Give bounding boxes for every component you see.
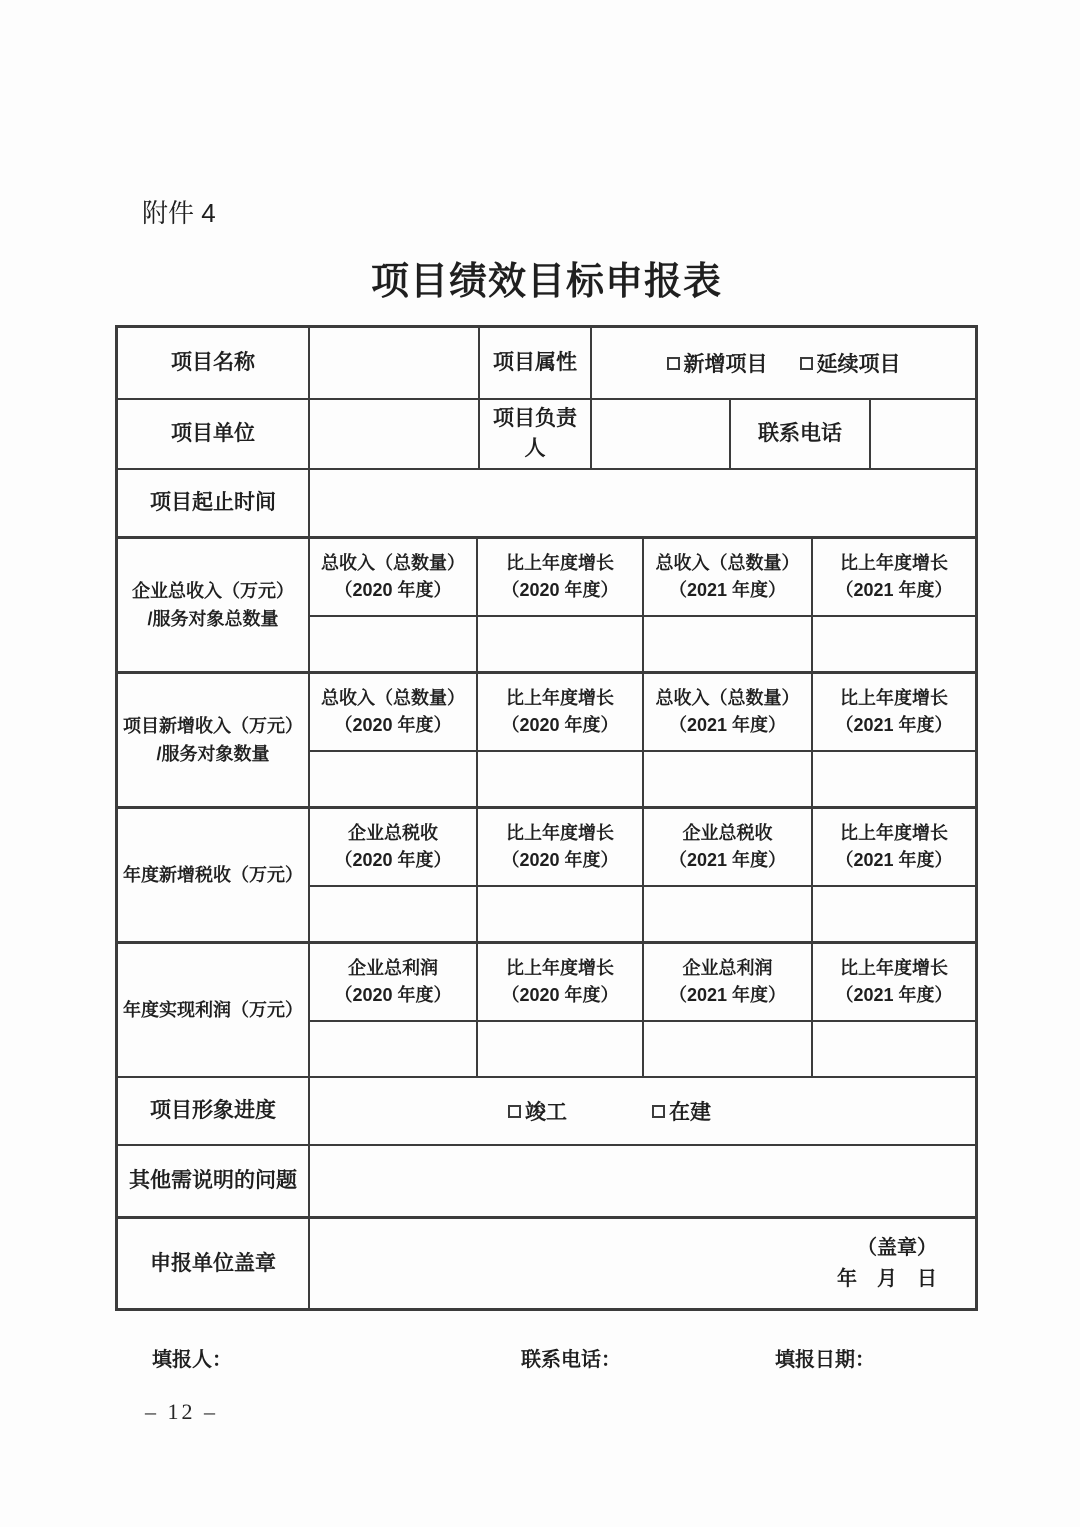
section-new-income-col-1 (308, 674, 476, 806)
section-new-income-col-4 (811, 674, 975, 806)
project-unit-label: 项目单位 (171, 422, 255, 445)
option-continued-project-label: 延续项目 (816, 353, 901, 376)
project-period-input[interactable] (308, 470, 975, 536)
value-input[interactable] (478, 887, 642, 941)
unit-stamp-label: 申报单位盖章 (150, 1251, 276, 1275)
col-header: 比上年度增长 （2020 年度） (478, 809, 642, 887)
seal-note: （盖章） (857, 1236, 937, 1259)
col-header: 比上年度增长 （2020 年度） (478, 944, 642, 1022)
unit-stamp-area[interactable] (308, 1219, 975, 1308)
value-input[interactable] (310, 887, 476, 941)
value-input[interactable] (813, 617, 975, 671)
other-issues-label: 其他需说明的问题 (129, 1169, 297, 1192)
section-annual-profit-col-3 (642, 944, 811, 1076)
option-new-project-label: 新增项目 (683, 353, 768, 376)
page-number: – 12 – (145, 1399, 218, 1424)
option-under-construction-label: 在建 (669, 1101, 711, 1124)
footer-date-label: 填报日期： (775, 1349, 875, 1371)
section-annual-profit-col-1 (308, 944, 476, 1076)
col-header: 比上年度增长 （2020 年度） (478, 674, 642, 752)
project-period-label: 项目起止时间 (150, 491, 276, 514)
value-input[interactable] (644, 1022, 811, 1076)
stamp-date-line: 年 月 日 (837, 1267, 937, 1290)
col-header: 比上年度增长 （2020 年度） (478, 539, 642, 617)
section-total-income-col-3 (642, 539, 811, 671)
col-header: 比上年度增长 （2021 年度） (813, 539, 975, 617)
section-total-income-col-2 (476, 539, 642, 671)
other-issues-input[interactable] (308, 1146, 975, 1216)
checkbox-new-project-icon (667, 357, 680, 370)
option-completed[interactable] (508, 1096, 567, 1126)
section-annual-profit-col-4 (811, 944, 975, 1076)
option-new-project[interactable] (667, 348, 768, 378)
project-name-label: 项目名称 (171, 351, 255, 374)
section-total-income-col-4 (811, 539, 975, 671)
filler-label: 填报人： (152, 1349, 232, 1371)
option-continued-project[interactable] (800, 348, 901, 378)
option-completed-label: 竣工 (525, 1101, 567, 1124)
value-input[interactable] (478, 617, 642, 671)
project-manager-input[interactable] (590, 400, 729, 468)
section-new-tax-col-2 (476, 809, 642, 941)
document-page (115, 0, 978, 1425)
section-total-income (118, 536, 975, 671)
value-input[interactable] (813, 1022, 975, 1076)
col-header: 企业总利润 （2021 年度） (644, 944, 811, 1022)
section-new-income (118, 671, 975, 806)
section-annual-profit (118, 941, 975, 1076)
section-new-tax (118, 806, 975, 941)
form-table (115, 325, 978, 1311)
section-new-tax-col-3 (642, 809, 811, 941)
col-header: 比上年度增长 （2021 年度） (813, 944, 975, 1022)
value-input[interactable] (478, 1022, 642, 1076)
value-input[interactable] (478, 752, 642, 806)
col-header: 总收入（总数量） （2021 年度） (644, 539, 811, 617)
value-input[interactable] (813, 752, 975, 806)
value-input[interactable] (644, 887, 811, 941)
project-unit-input[interactable] (308, 400, 478, 468)
col-header: 企业总税收 （2020 年度） (310, 809, 476, 887)
col-header: 比上年度增长 （2021 年度） (813, 809, 975, 887)
section-total-income-label: 企业总收入（万元） /服务对象总数量 (132, 581, 294, 629)
page-title: 项目绩效目标申报表 (370, 261, 722, 303)
col-header: 比上年度增长 （2021 年度） (813, 674, 975, 752)
col-header: 企业总利润 （2020 年度） (310, 944, 476, 1022)
project-progress-label: 项目形象进度 (150, 1099, 276, 1122)
section-new-tax-col-4 (811, 809, 975, 941)
value-input[interactable] (813, 887, 975, 941)
checkbox-continued-project-icon (800, 357, 813, 370)
row-project-unit (118, 398, 975, 468)
option-under-construction[interactable] (652, 1096, 711, 1126)
value-input[interactable] (310, 1022, 476, 1076)
col-header: 总收入（总数量） （2020 年度） (310, 674, 476, 752)
footer-phone-label: 联系电话： (521, 1349, 621, 1371)
project-name-input[interactable] (308, 328, 478, 398)
row-project-progress (118, 1076, 975, 1144)
row-project-name (118, 328, 975, 398)
section-annual-profit-label: 年度实现利润（万元） (123, 1000, 303, 1020)
col-header: 总收入（总数量） （2020 年度） (310, 539, 476, 617)
checkbox-completed-icon (508, 1105, 521, 1118)
form-footer (115, 1343, 978, 1373)
checkbox-under-construction-icon (652, 1105, 665, 1118)
section-total-income-col-1 (308, 539, 476, 671)
value-input[interactable] (310, 617, 476, 671)
value-input[interactable] (310, 752, 476, 806)
row-unit-stamp (118, 1216, 975, 1308)
section-new-tax-col-1 (308, 809, 476, 941)
col-header: 总收入（总数量） （2021 年度） (644, 674, 811, 752)
section-new-income-col-3 (642, 674, 811, 806)
contact-phone-label: 联系电话 (729, 400, 869, 468)
value-input[interactable] (644, 752, 811, 806)
project-progress-options (308, 1078, 975, 1144)
row-other-issues (118, 1144, 975, 1216)
value-input[interactable] (644, 617, 811, 671)
section-new-income-label: 项目新增收入（万元） /服务对象数量 (123, 716, 303, 764)
section-new-tax-label: 年度新增税收（万元） (123, 865, 303, 885)
section-new-income-col-2 (476, 674, 642, 806)
contact-phone-input[interactable] (869, 400, 975, 468)
row-project-period (118, 468, 975, 536)
section-annual-profit-col-2 (476, 944, 642, 1076)
attachment-label: 附件 4 (142, 198, 216, 228)
project-manager-label: 项目负责人 (478, 400, 590, 468)
project-attribute-label: 项目属性 (478, 328, 590, 398)
project-attribute-options (590, 328, 975, 398)
col-header: 企业总税收 （2021 年度） (644, 809, 811, 887)
